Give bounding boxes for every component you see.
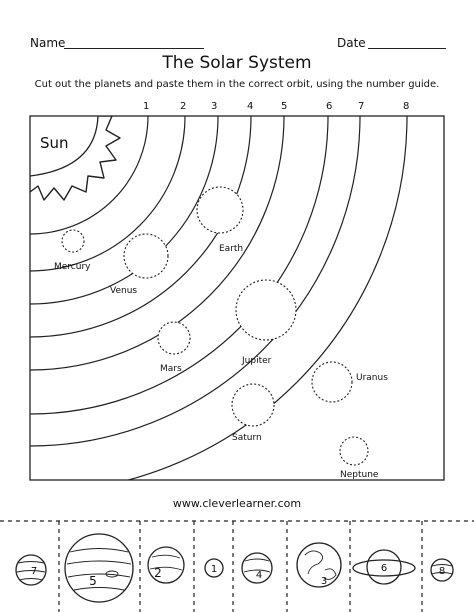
page-title: The Solar System xyxy=(162,53,312,73)
orbit-number-6: 6 xyxy=(326,101,333,112)
venus-cutout-number: 2 xyxy=(154,566,162,580)
neptune-label: Neptune xyxy=(340,470,379,480)
name-label: Name xyxy=(30,36,66,50)
earth-cutout[interactable] xyxy=(297,543,341,587)
uranus-cutout-number: 7 xyxy=(30,566,38,577)
earth-label: Earth xyxy=(219,244,244,254)
earth-cutout-number: 3 xyxy=(320,576,328,587)
orbit-number-2: 2 xyxy=(180,101,187,112)
jupiter-cutout-number: 5 xyxy=(89,574,97,588)
orbit-number-4: 4 xyxy=(247,101,254,112)
orbit-number-8: 8 xyxy=(403,101,410,112)
jupiter-cutout[interactable] xyxy=(65,534,133,602)
instructions: Cut out the planets and paste them in the correct orbit, using the number guide. xyxy=(34,79,440,90)
sun-label: Sun xyxy=(40,134,69,152)
orbit-number-7: 7 xyxy=(358,101,365,112)
mars-label: Mars xyxy=(160,364,182,374)
mercury-cutout-number: 1 xyxy=(210,564,218,575)
orbit-number-5: 5 xyxy=(281,101,288,112)
mercury-label: Mercury xyxy=(54,262,91,272)
date-label: Date xyxy=(337,36,366,50)
saturn-label: Saturn xyxy=(232,433,262,443)
orbit-number-1: 1 xyxy=(143,101,150,112)
website-footer: www.cleverlearner.com xyxy=(172,497,302,510)
mars-cutout-number: 4 xyxy=(255,570,263,581)
orbit-number-3: 3 xyxy=(211,101,218,112)
neptune-cutout-number: 8 xyxy=(438,566,446,577)
jupiter-label: Jupiter xyxy=(242,356,272,366)
venus-label: Venus xyxy=(110,286,138,296)
saturn-cutout-number: 6 xyxy=(380,563,388,574)
uranus-label: Uranus xyxy=(356,373,388,383)
